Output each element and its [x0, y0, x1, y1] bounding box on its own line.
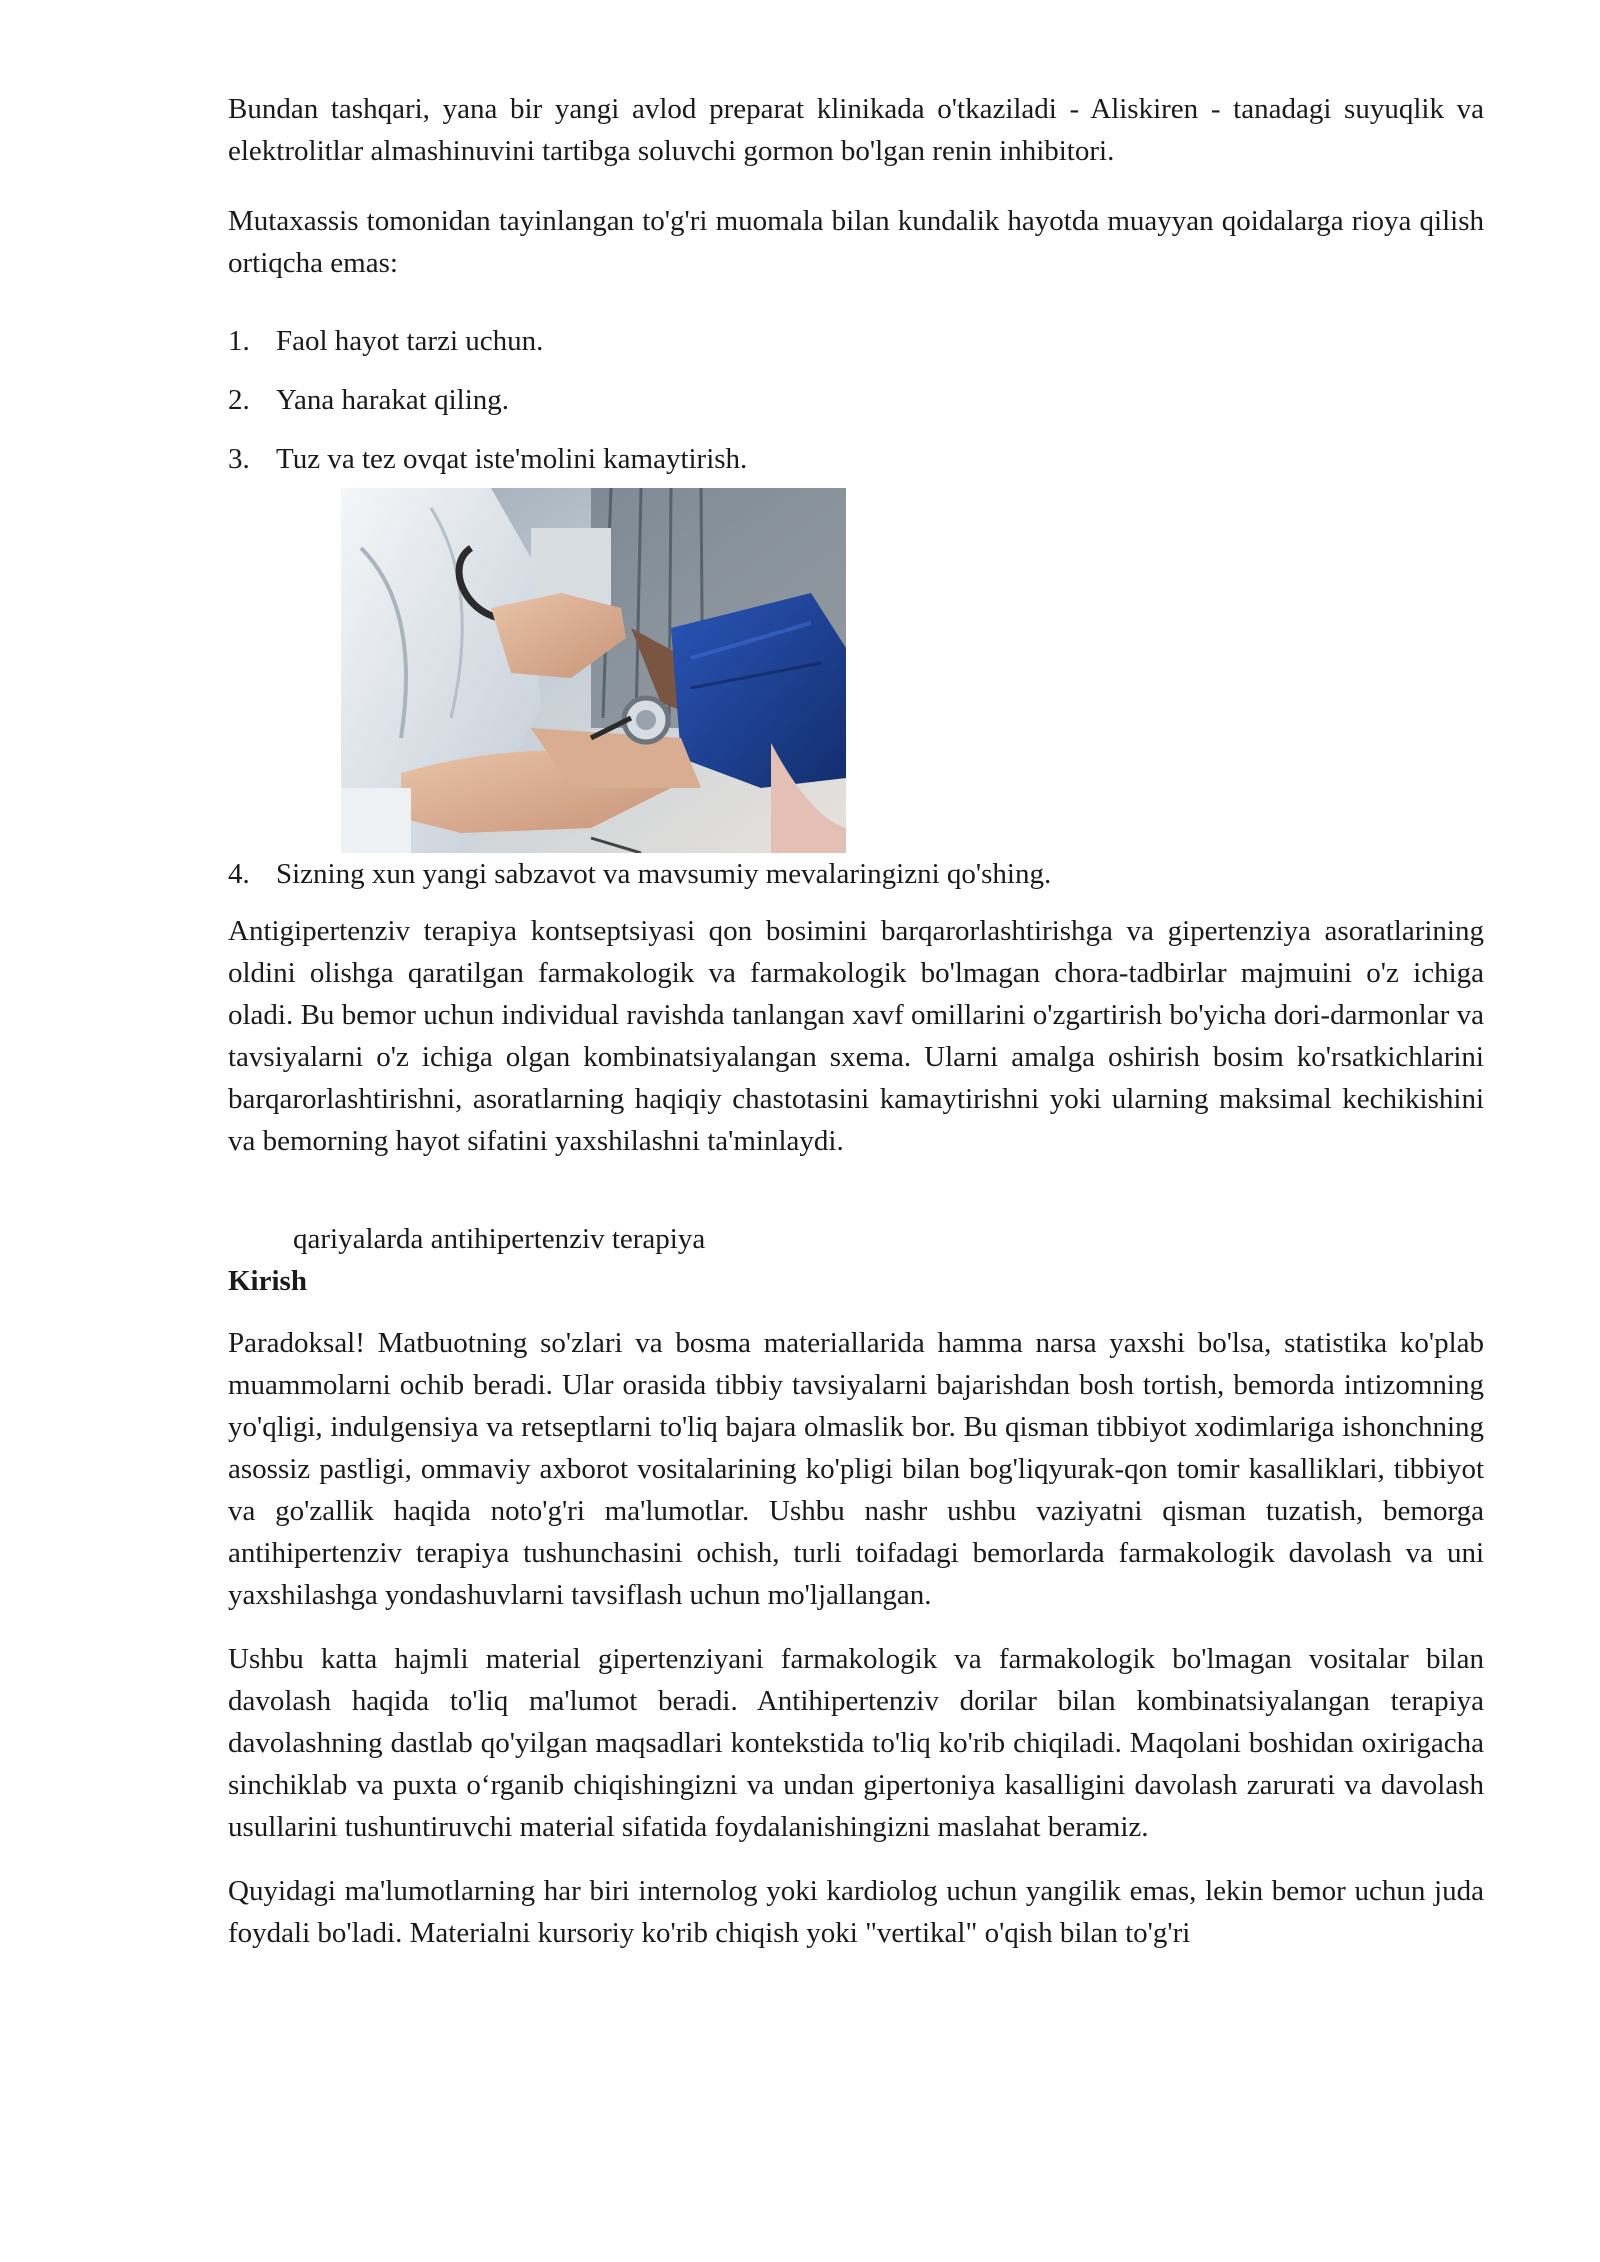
list-item-text: Faol hayot tarzi uchun.: [276, 325, 544, 357]
section-subtitle: qariyalarda antihipertenziv terapiya: [293, 1223, 706, 1255]
list-item: [228, 853, 1484, 895]
list-item-text: Sizning xun yangi sabzavot va mavsumiy mevalaringizni qo'shing.: [276, 858, 1052, 890]
paragraph-aliskiren: Bundan tashqari, yana bir yangi avlod preparat klinikada o'tkaziladi - Aliskiren - tanadagi suyuqlik va elektrolitlar almashinuvini tartibga soluvchi gormon bo'lgan renin inhibitori.: [228, 93, 1484, 167]
paragraph-paradox: Paradoksal! Matbuotning so'zlari va bosma materiallarida hamma narsa yaxshi bo'lsa, statistika ko'plab muammolarni ochib beradi. Ular orasida tibbiy tavsiyalarni bajarishdan bosh tortish, bemorda intizomning yo'qligi, indulgensiya va retseptlarni to'liq bajara olmaslik bor. Bu qisman tibbiyot xodimlariga ishonchning asossiz pastligi, ommaviy axborot vositalarining ko'pligi bilan bog'liqyurak-qon tomir kasalliklari, tibbiyot va go'zallik haqida noto'g'ri ma'lumotlar. Ushbu nashr ushbu vaziyatni qisman tuzatish, bemorga antihipertenziv terapiya tushunchasini ochish, turli toifadagi bemorlarda farmakologik davolash va uni yaxshilashga yondashuvlarni tavsiflash uchun mo'ljallangan.: [228, 1327, 1484, 1611]
list-item-number: 3.: [228, 443, 250, 475]
paragraph-therapy-concept: Antigipertenziv terapiya kontseptsiyasi qon bosimini barqarorlashtirishga va gipertenziya asoratlarining oldini olishga qaratilgan farmakologik va farmakologik bo'lmagan chora-tadbirlar majmuini o'z ichiga oladi. Bu bemor uchun individual ravishda tanlangan xavf omillarini o'zgartirish bo'yicha dori-darmonlar va tavsiyalarni o'z ichiga olgan kombinatsiyalangan sxema. Ularni amalga oshirish bosim ko'rsatkichlarini barqarorlashtirishni, asoratlarning haqiqiy chastotasini kamaytirishni yoki ularning maksimal kechikishini va bemorning hayot sifatini yaxshilashni ta'minlaydi.: [228, 915, 1484, 1157]
list-item: [228, 438, 1484, 480]
paragraph-information: Quyidagi ma'lumotlarning har biri internolog yoki kardiolog uchun yangilik emas, lekin bemor uchun juda foydali bo'ladi. Materialni kursoriy ko'rib chiqish yoki "vertikal" o'qish bilan to'g'ri: [228, 1875, 1484, 1949]
list-item-text: Yana harakat qiling.: [276, 384, 510, 416]
list-item: [228, 320, 1484, 362]
blood-pressure-measurement-photo: [341, 488, 846, 853]
list-item-number: 2.: [228, 384, 250, 416]
recommendations-list-continued: [228, 853, 1484, 895]
list-item-number: 1.: [228, 325, 250, 357]
recommendations-list: [228, 320, 1484, 480]
paragraph-material: Ushbu katta hajmli material gipertenziyani farmakologik va farmakologik bo'lmagan vositalar bilan davolash haqida to'liq ma'lumot beradi. Antihipertenziv dorilar bilan kombinatsiyalangan terapiya davolashning dastlab qo'yilgan maqsadlari kontekstida to'liq ko'rib chiqiladi. Maqolani boshidan oxirigacha sinchiklab va puxta o‘rganib chiqishingizni va undan gipertoniya kasalligini davolash zarurati va davolash usullarini tushuntiruvchi material sifatida foydalanishingizni maslahat beramiz.: [228, 1643, 1484, 1843]
section-heading: Kirish: [228, 1265, 307, 1297]
photo-illustration: [341, 488, 846, 853]
paragraph-rules-intro: Mutaxassis tomonidan tayinlangan to'g'ri muomala bilan kundalik hayotda muayyan qoidalarga rioya qilish ortiqcha emas:: [228, 205, 1484, 279]
document-page: [228, 88, 1484, 1954]
list-item: [228, 379, 1484, 421]
list-item-number: 4.: [228, 858, 250, 890]
list-item-text: Tuz va tez ovqat iste'molini kamaytirish.: [276, 443, 748, 475]
